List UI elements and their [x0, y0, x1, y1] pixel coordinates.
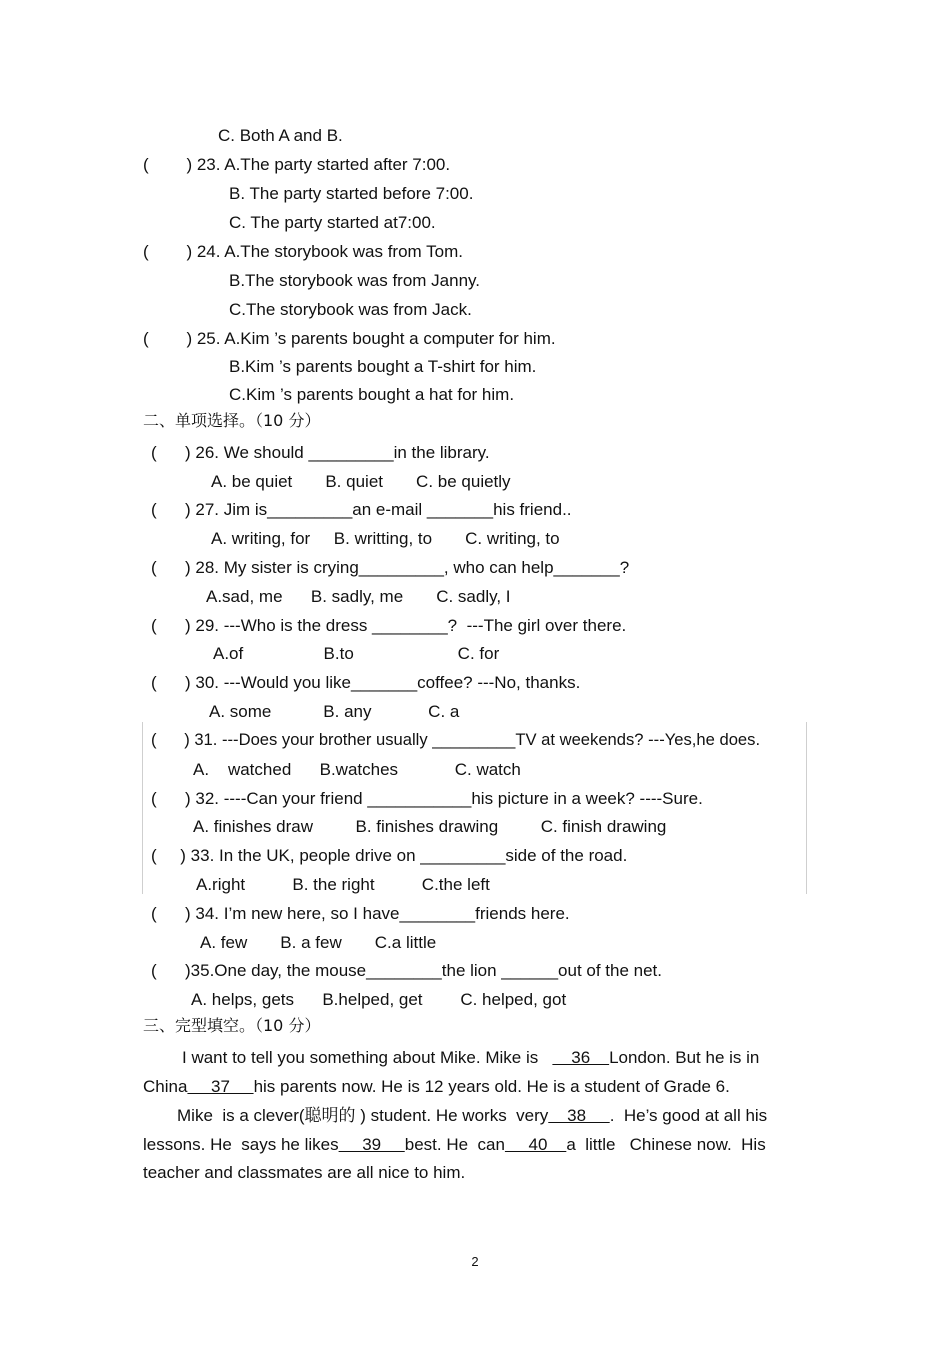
question-27: ( ) 27. Jim is_________an e-mail _______his friend.. — [151, 500, 572, 519]
passage-line-2 — [143, 1078, 730, 1095]
passage-line-5: teacher and classmates are all nice to him. — [143, 1163, 466, 1182]
blank-39[interactable]: 39 — [338, 1135, 405, 1154]
passage-line-4 — [143, 1136, 766, 1153]
question-33: ( ) 33. In the UK, people drive on _________side of the road. — [151, 846, 628, 865]
section-heading-3: 三、完型填空。（10 分） — [143, 1016, 321, 1035]
frame-right-rule — [806, 722, 807, 894]
option-23c: C. The party started at7:00. — [229, 213, 436, 232]
options-33: A.right B. the right C.the left — [196, 875, 490, 894]
section-heading-2: 二、单项选择。（10 分） — [143, 411, 321, 430]
passage-text: I want to tell you something about Mike. Mike is — [182, 1048, 553, 1067]
blank-38[interactable]: 38 — [548, 1106, 610, 1125]
question-34: ( ) 34. I’m new here, so I have________friends here. — [151, 904, 570, 923]
options-35: A. helps, gets B.helped, get C. helped, got — [191, 990, 567, 1009]
passage-text: London. But he is in — [609, 1048, 760, 1067]
passage-text: China — [143, 1077, 188, 1096]
question-31: ( ) 31. ---Does your brother usually _________TV at weekends? ---Yes,he does. — [151, 730, 761, 749]
question-35: ( )35.One day, the mouse________the lion ______out of the net. — [151, 961, 662, 980]
passage-line-3 — [177, 1107, 767, 1124]
blank-37[interactable]: 37 — [187, 1077, 254, 1096]
line-22c: C. Both A and B. — [218, 126, 343, 145]
options-29: A.of B.to C. for — [213, 644, 500, 663]
passage-text: Mike is a clever(聪明的 ) student. He works very — [177, 1106, 549, 1125]
options-28: A.sad, me B. sadly, me C. sadly, I — [206, 587, 511, 606]
option-24c: C.The storybook was from Jack. — [229, 300, 472, 319]
blank-36[interactable]: 36 — [552, 1048, 610, 1067]
options-27: A. writing, for B. writting, to C. writing, to — [211, 529, 560, 548]
options-32: A. finishes draw B. finishes drawing C. finish drawing — [193, 817, 667, 836]
options-26: A. be quiet B. quiet C. be quietly — [211, 472, 511, 491]
options-31: A. watched B.watches C. watch — [193, 760, 521, 779]
blank-40[interactable]: 40 — [504, 1135, 567, 1154]
question-30: ( ) 30. ---Would you like_______coffee? ---No, thanks. — [151, 673, 581, 692]
passage-line-1 — [182, 1049, 759, 1066]
question-25: ( ) 25. A.Kim ’s parents bought a computer for him. — [143, 329, 556, 348]
passage-text: best. He can — [404, 1135, 505, 1154]
option-24b: B.The storybook was from Janny. — [229, 271, 481, 290]
options-30: A. some B. any C. a — [209, 702, 460, 721]
question-24: ( ) 24. A.The storybook was from Tom. — [143, 242, 463, 261]
page-number: 2 — [471, 1254, 479, 1269]
option-23b: B. The party started before 7:00. — [229, 184, 474, 203]
question-28: ( ) 28. My sister is crying_________, who can help_______? — [151, 558, 630, 577]
passage-text: lessons. He says he likes — [143, 1135, 339, 1154]
question-32: ( ) 32. ----Can your friend ___________his picture in a week? ----Sure. — [151, 789, 703, 808]
passage-text: his parents now. He is 12 years old. He is a student of Grade 6. — [253, 1077, 730, 1096]
option-25c: C.Kim ’s parents bought a hat for him. — [229, 385, 515, 404]
option-25b: B.Kim ’s parents bought a T-shirt for him. — [229, 357, 537, 376]
question-29: ( ) 29. ---Who is the dress ________? ---The girl over there. — [151, 616, 627, 635]
frame-left-rule — [142, 722, 143, 894]
question-26: ( ) 26. We should _________in the library. — [151, 443, 490, 462]
options-34: A. few B. a few C.a little — [200, 933, 437, 952]
question-23: ( ) 23. A.The party started after 7:00. — [143, 155, 451, 174]
passage-text: . He’s good at all his — [609, 1106, 768, 1125]
passage-text: a little Chinese now. His — [566, 1135, 766, 1154]
